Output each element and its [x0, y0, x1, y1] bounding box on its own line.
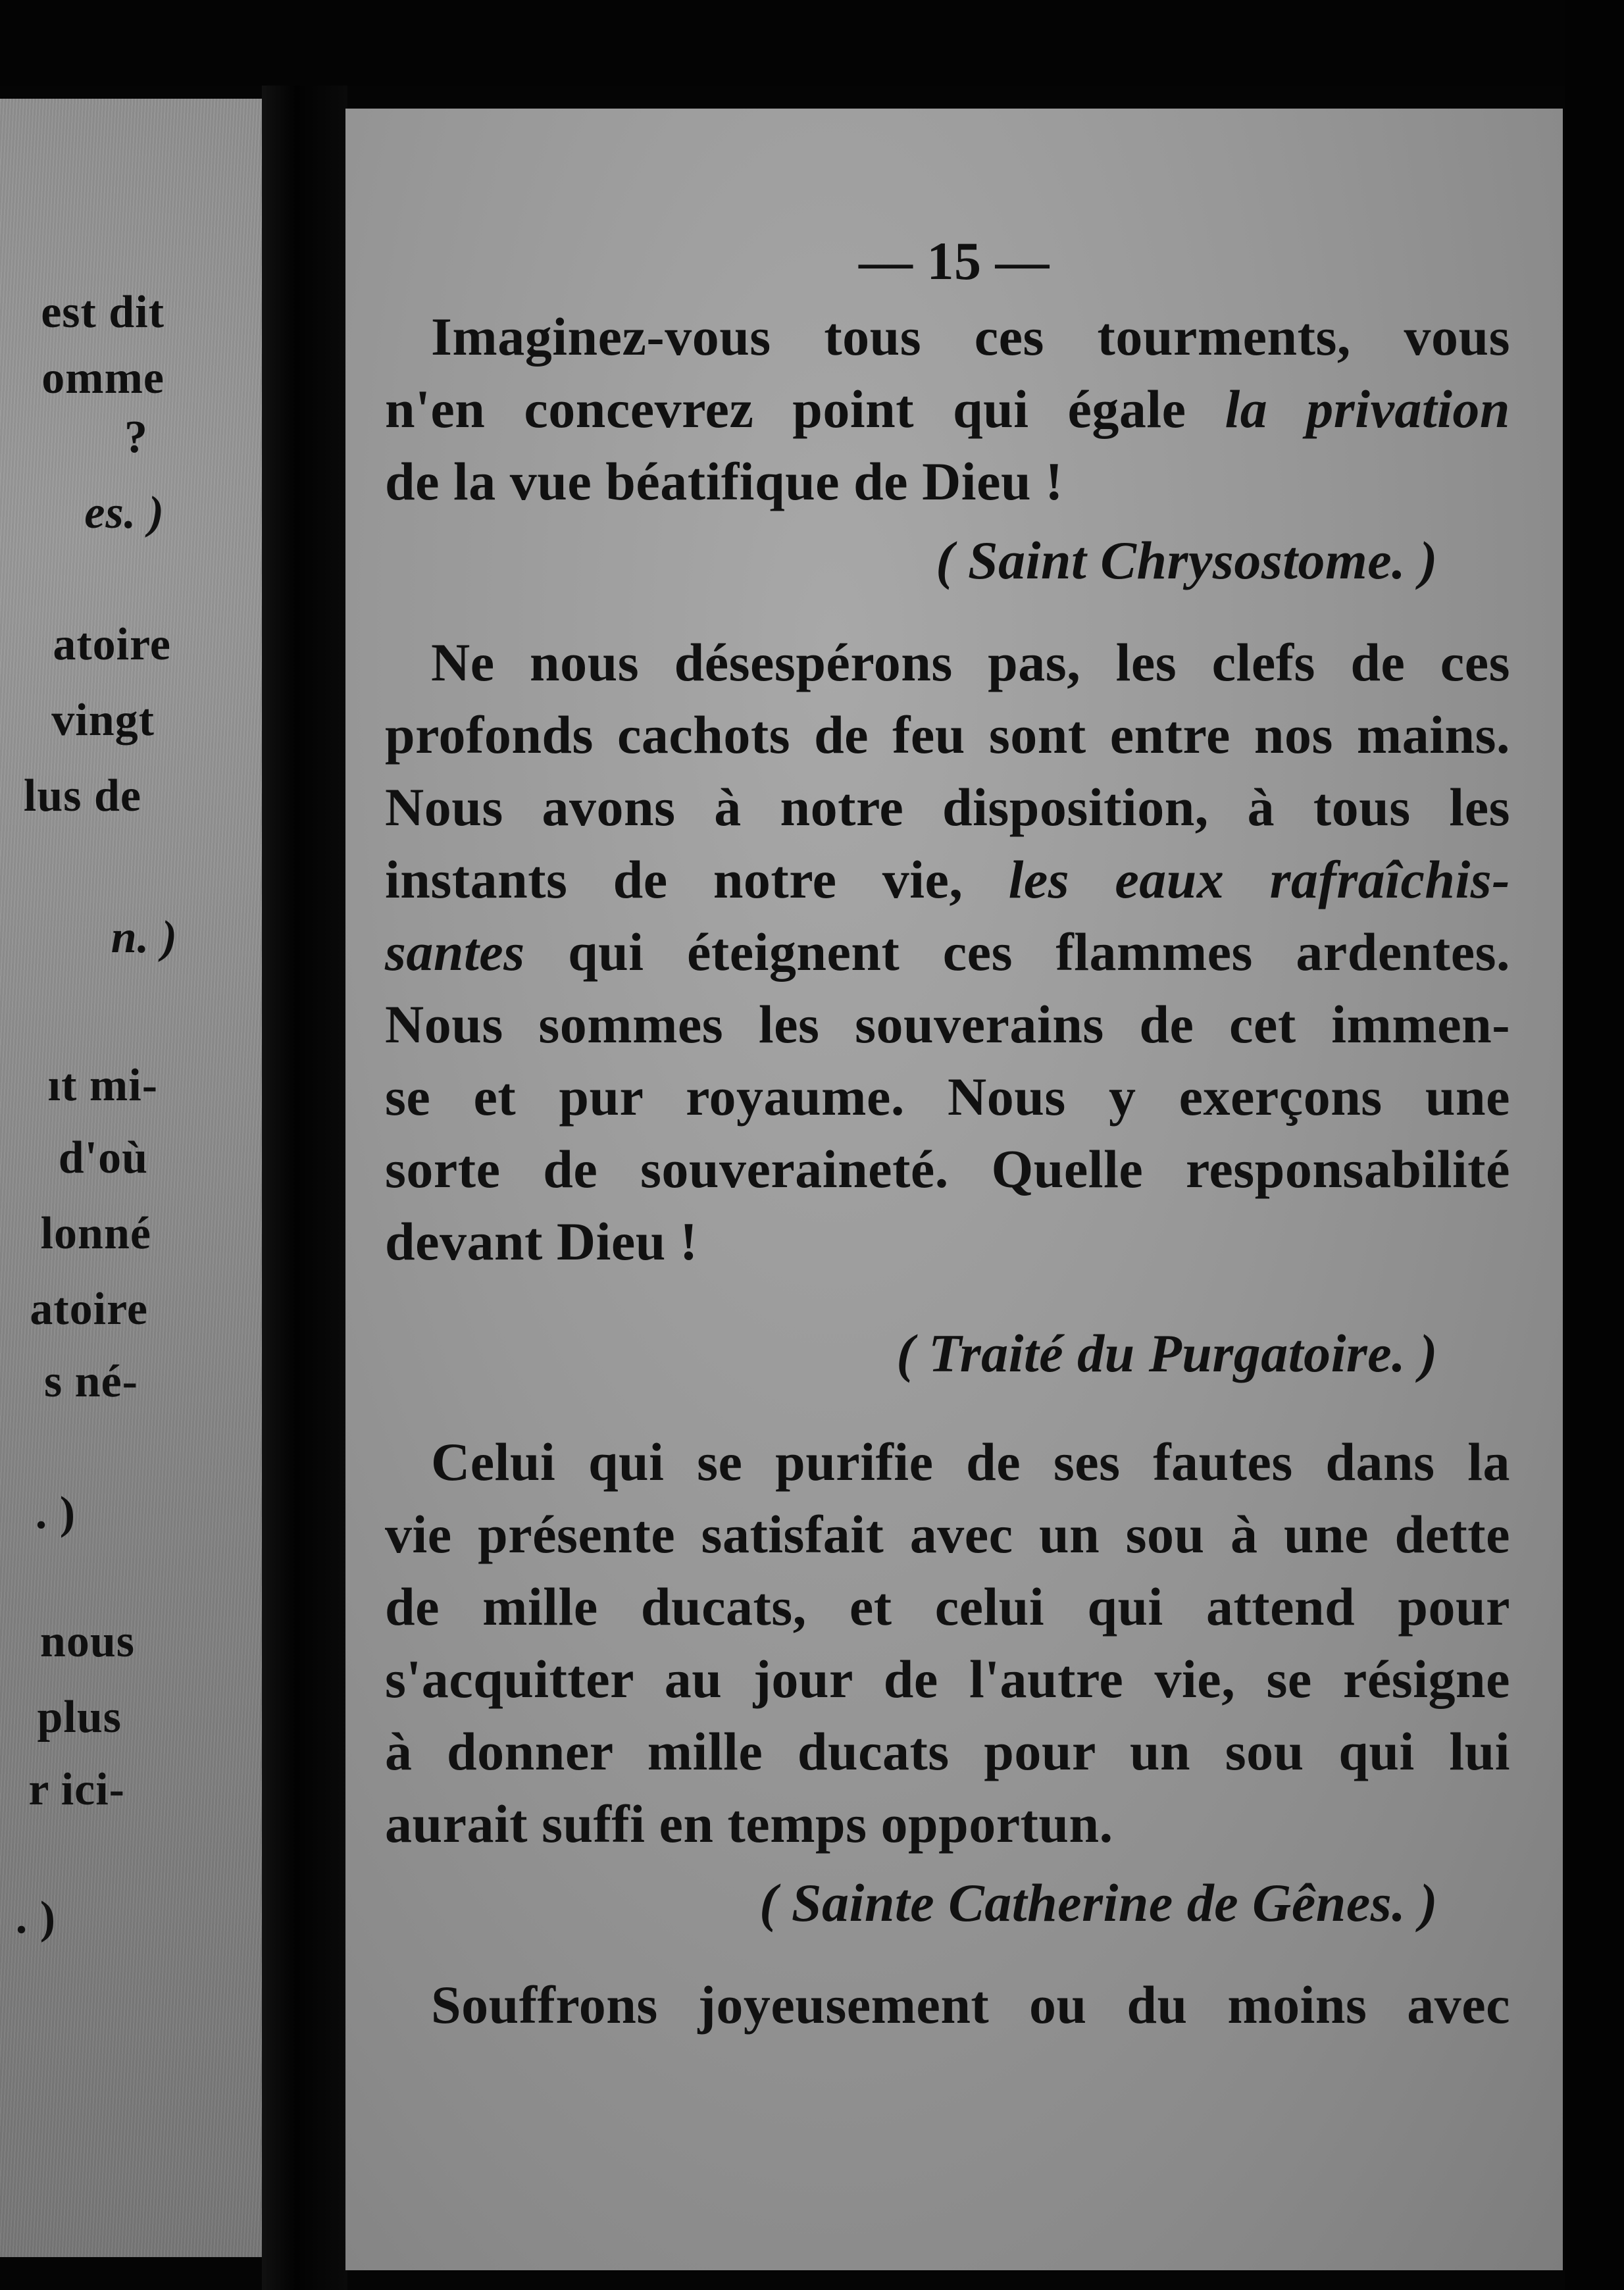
- prev-line: atoire: [53, 619, 171, 670]
- prev-line: omme: [41, 353, 165, 403]
- scan-background-right: [1565, 0, 1624, 2290]
- prev-line: es. ): [84, 488, 165, 538]
- text-line: de la vue béatifique de Dieu !: [385, 451, 1063, 511]
- previous-page: [0, 99, 263, 2257]
- prev-line: ıt mi-: [47, 1060, 158, 1111]
- page-number: — 15 —: [859, 231, 1050, 291]
- prev-line: . ): [15, 1893, 56, 1943]
- prev-line: ?: [124, 412, 148, 463]
- text-line: [385, 921, 1510, 983]
- italic-phrase: les eaux rafraîchis-: [1008, 850, 1511, 909]
- prev-line: n. ): [111, 912, 178, 963]
- scan-background-top: [0, 0, 1624, 86]
- prev-line: atoire: [30, 1284, 148, 1335]
- prev-line: plus: [37, 1692, 122, 1743]
- prev-line: r ici-: [28, 1764, 125, 1815]
- text-line-part: instants de notre vie,: [385, 850, 963, 909]
- text-line: Souffrons joyeusement ou du moins avec: [431, 1975, 1510, 2035]
- text-line: aurait suffi en temps opportun.: [385, 1794, 1113, 1854]
- text-line: à donner mille ducats pour un sou qui lui: [385, 1721, 1510, 1781]
- prev-line: s né-: [43, 1356, 138, 1407]
- italic-phrase: la privation: [1225, 379, 1511, 439]
- prev-line: nous: [39, 1616, 135, 1667]
- text-line: Nous sommes les souverains de cet immen-: [385, 994, 1510, 1054]
- italic-phrase: santes: [385, 922, 525, 982]
- prev-line: est dit: [41, 287, 165, 338]
- source-attribution: ( Saint Chrysostome. ): [936, 530, 1438, 590]
- source-attribution: ( Sainte Catherine de Gênes. ): [759, 1873, 1438, 1933]
- text-line: [385, 378, 1510, 440]
- text-line: devant Dieu !: [385, 1211, 698, 1271]
- text-line-part: qui éteignent ces flammes ardentes.: [568, 922, 1511, 982]
- text-line: de mille ducats, et celui qui attend pour: [385, 1577, 1510, 1637]
- book-page: [345, 109, 1563, 2270]
- prev-line: lus de: [23, 771, 141, 821]
- text-line: se et pur royaume. Nous y exerçons une: [385, 1067, 1510, 1127]
- text-line: [385, 849, 1510, 911]
- book-gutter: [262, 86, 347, 2290]
- text-line: Nous avons à notre disposition, à tous les: [385, 777, 1510, 837]
- prev-line: . ): [35, 1488, 76, 1539]
- text-line: sorte de souveraineté. Quelle responsabilité: [385, 1139, 1510, 1199]
- text-line: vie présente satisfait avec un sou à une dette: [385, 1504, 1510, 1564]
- text-line: Imaginez-vous tous ces tourments, vous: [431, 307, 1510, 367]
- prev-line: vingt: [51, 695, 155, 746]
- text-line: Celui qui se purifie de ses fautes dans la: [431, 1432, 1510, 1492]
- text-line: Ne nous désespérons pas, les clefs de ces: [431, 632, 1510, 692]
- source-attribution: ( Traité du Purgatoire. ): [896, 1323, 1438, 1383]
- text-line: profonds cachots de feu sont entre nos mains.: [385, 705, 1510, 765]
- prev-line: d'où: [58, 1132, 148, 1183]
- prev-line: lonné: [40, 1208, 151, 1259]
- text-line-part: n'en concevrez point qui égale: [385, 379, 1186, 439]
- text-line: s'acquitter au jour de l'autre vie, se résigne: [385, 1649, 1510, 1709]
